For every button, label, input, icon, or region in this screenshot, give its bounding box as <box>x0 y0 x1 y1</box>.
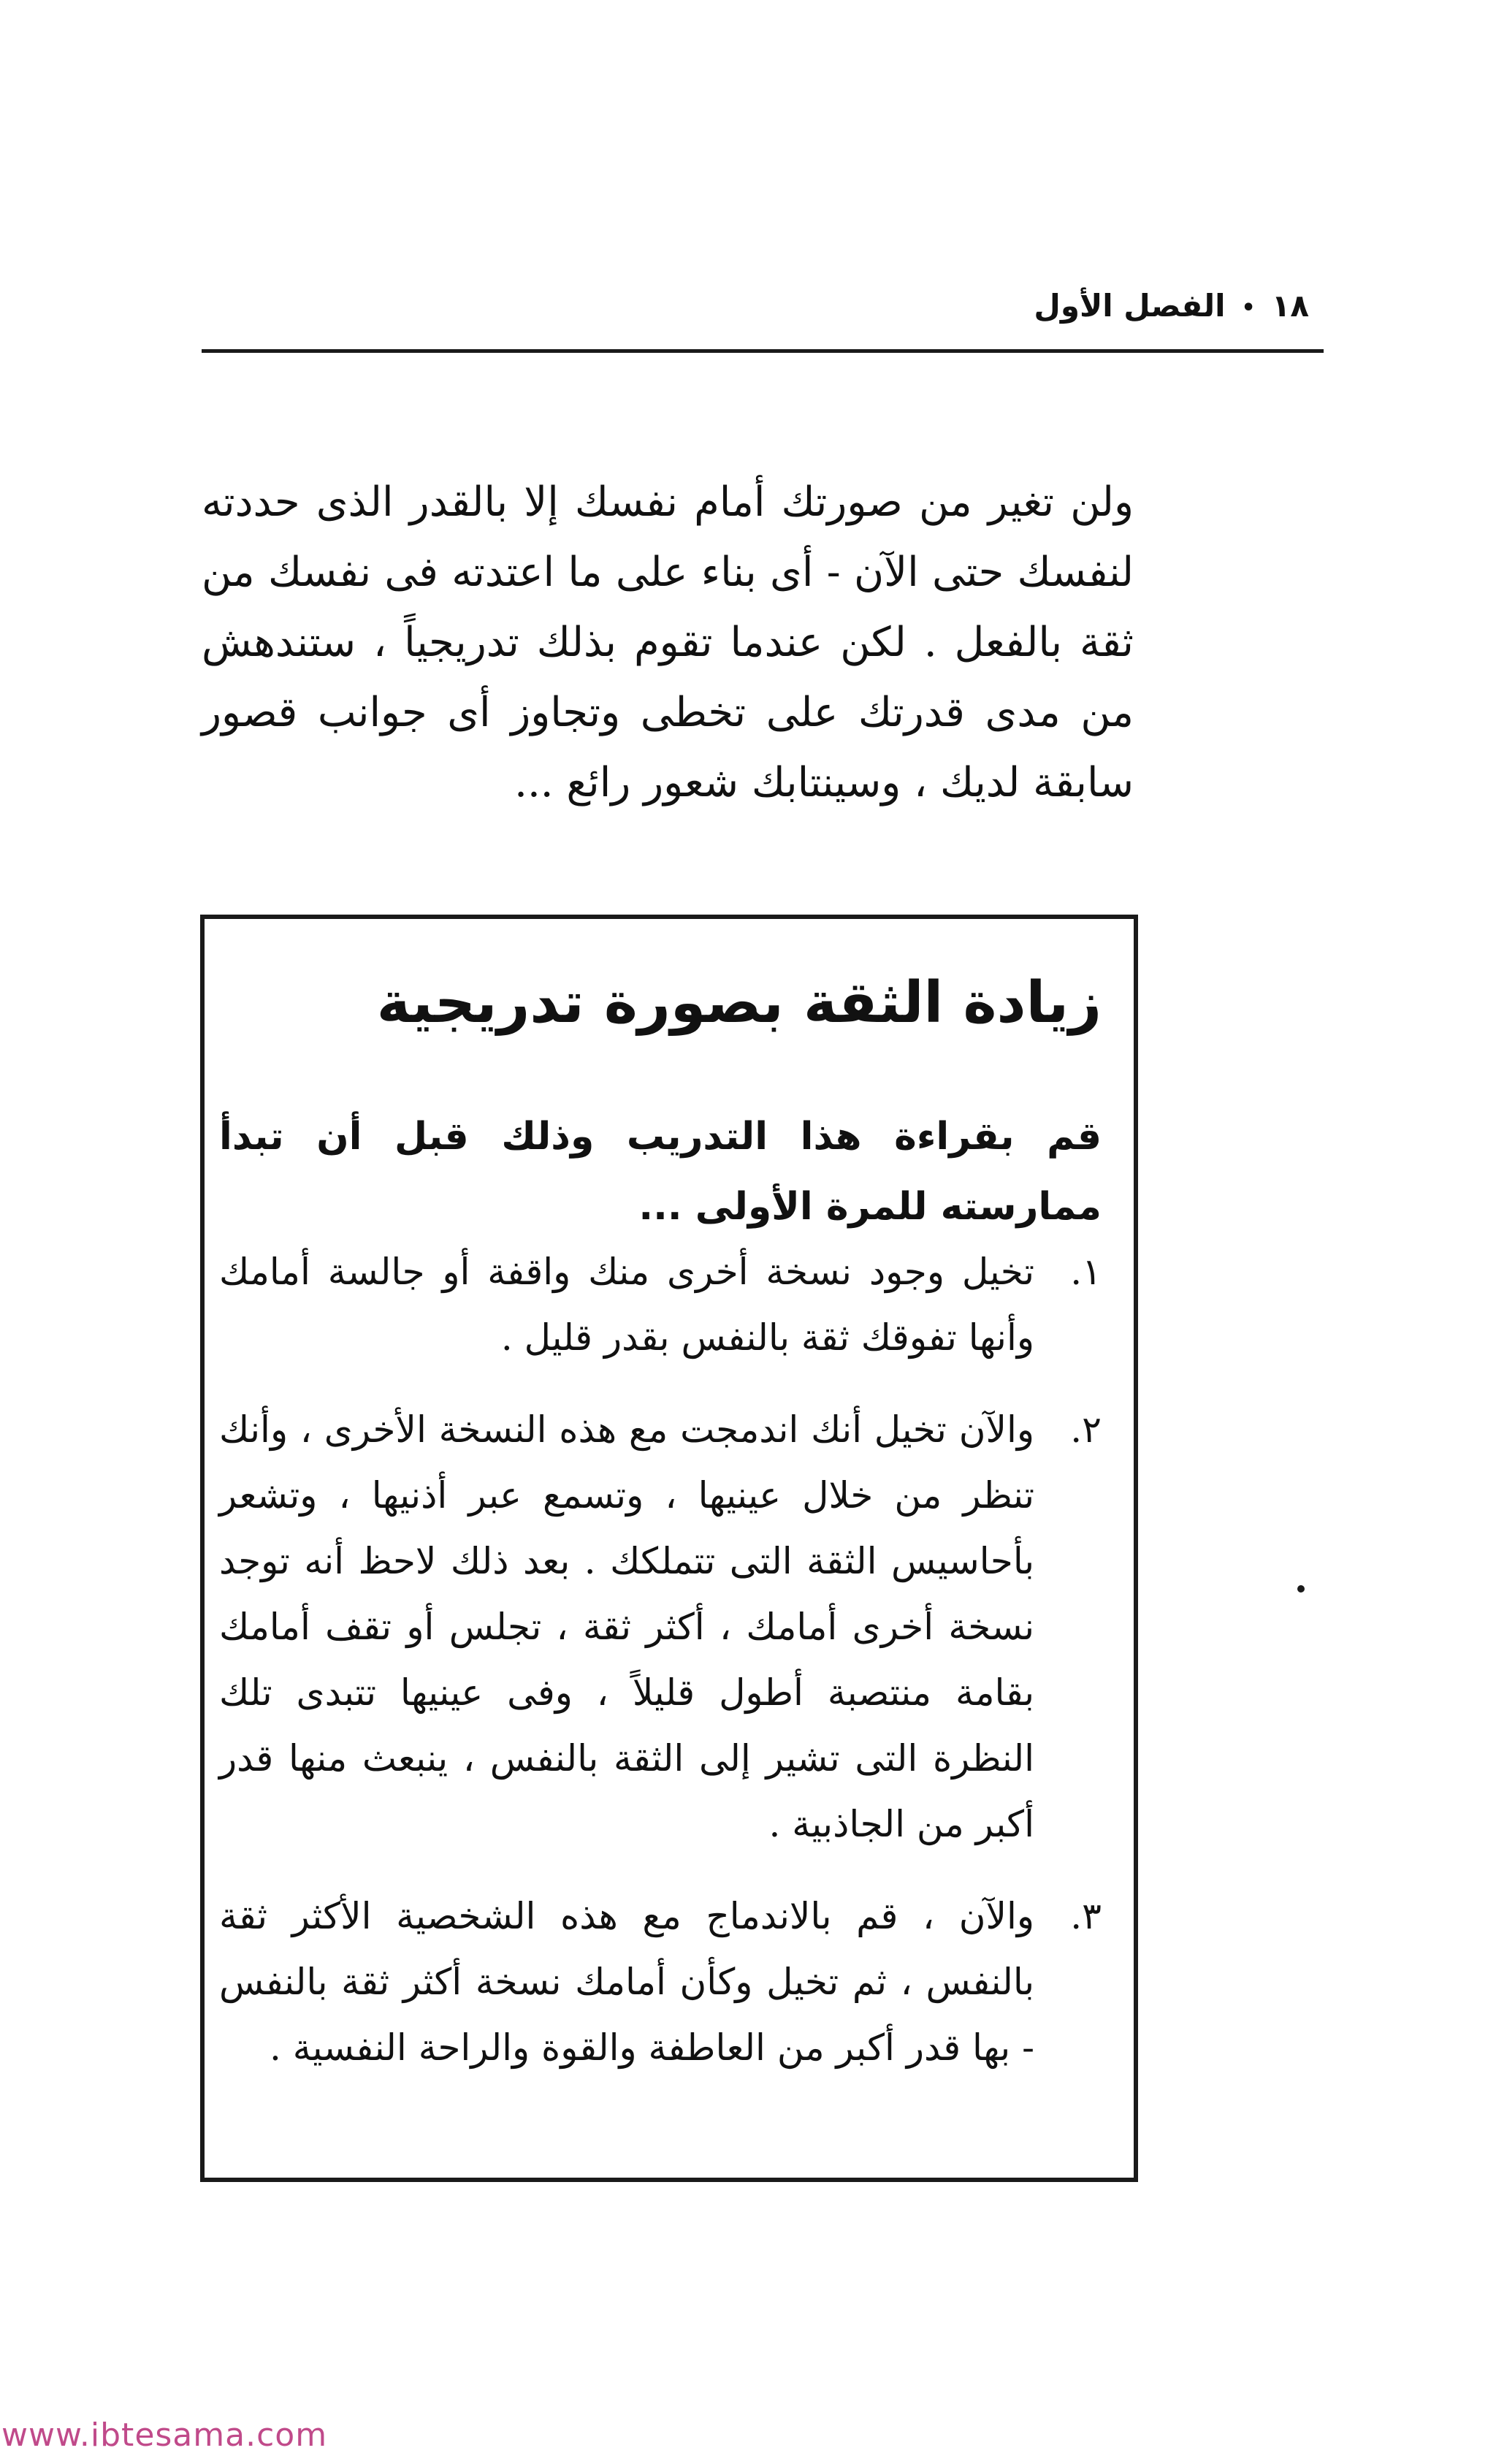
exercise-step <box>219 1883 1102 2080</box>
step-number: ١. <box>1070 1251 1102 1293</box>
watermark-text: www.ibtesama.com <box>1 2417 328 2454</box>
margin-dot <box>1297 1585 1305 1593</box>
exercise-title: زيادة الثقة بصورة تدريجية <box>376 970 1102 1036</box>
step-text: تخيل وجود نسخة أخرى منك واقفة أو جالسة أمامك وأنها تفوقك ثقة بالنفس بقدر قليل . <box>219 1251 1034 1359</box>
header-bullet: • <box>1241 295 1256 321</box>
exercise-step <box>219 1239 1102 1370</box>
exercise-box <box>200 915 1138 2182</box>
page-number: ١٨ <box>1271 288 1309 324</box>
step-number: ٣. <box>1070 1895 1102 1937</box>
running-header <box>202 283 1324 353</box>
step-text: والآن تخيل أنك اندمجت مع هذه النسخة الأخرى ، وأنك تنظر من خلال عينيها ، وتسمع عبر أذنيها ، وتشعر بأحاسيس الثقة التى تتملكك . بعد ذلك لاحظ أنه توجد نسخة أخرى أمامك ، أكثر ثقة ، تجلس أو تقف أمامك بقامة منتصبة أطول قليلاً ، وفى عينيها تتبدى تلك النظرة التى تشير إلى الثقة بالنفس ، ينبعث منها قدر أكبر من الجاذبية . <box>219 1408 1034 1845</box>
chapter-title: الفصل الأول <box>1034 288 1226 324</box>
intro-paragraph: ولن تغير من صورتك أمام نفسك إلا بالقدر الذى حددته لنفسك حتى الآن - أى بناء على ما اعتدته فى نفسك من ثقة بالفعل . لكن عندما تقوم بذلك تدريجياً ، ستندهش من مدى قدرتك على تخطى وتجاوز أى جوانب قصور سابقة لديك ، وسينتابك شعور رائع ... <box>202 478 1134 806</box>
step-number: ٢. <box>1070 1408 1102 1451</box>
header-label <box>1034 288 1309 324</box>
exercise-instruction: قم بقراءة هذا التدريب وذلك قبل أن تبدأ ممارسته للمرة الأولى ... <box>219 1115 1102 1229</box>
exercise-step <box>219 1397 1102 1857</box>
step-text: والآن ، قم بالاندماج مع هذه الشخصية الأكثر ثقة بالنفس ، ثم تخيل وكأن أمامك نسخة أكثر ثقة بالنفس - بها قدر أكبر من العاطفة والقوة والراحة النفسية . <box>219 1895 1034 2069</box>
exercise-steps <box>219 1239 1102 2107</box>
